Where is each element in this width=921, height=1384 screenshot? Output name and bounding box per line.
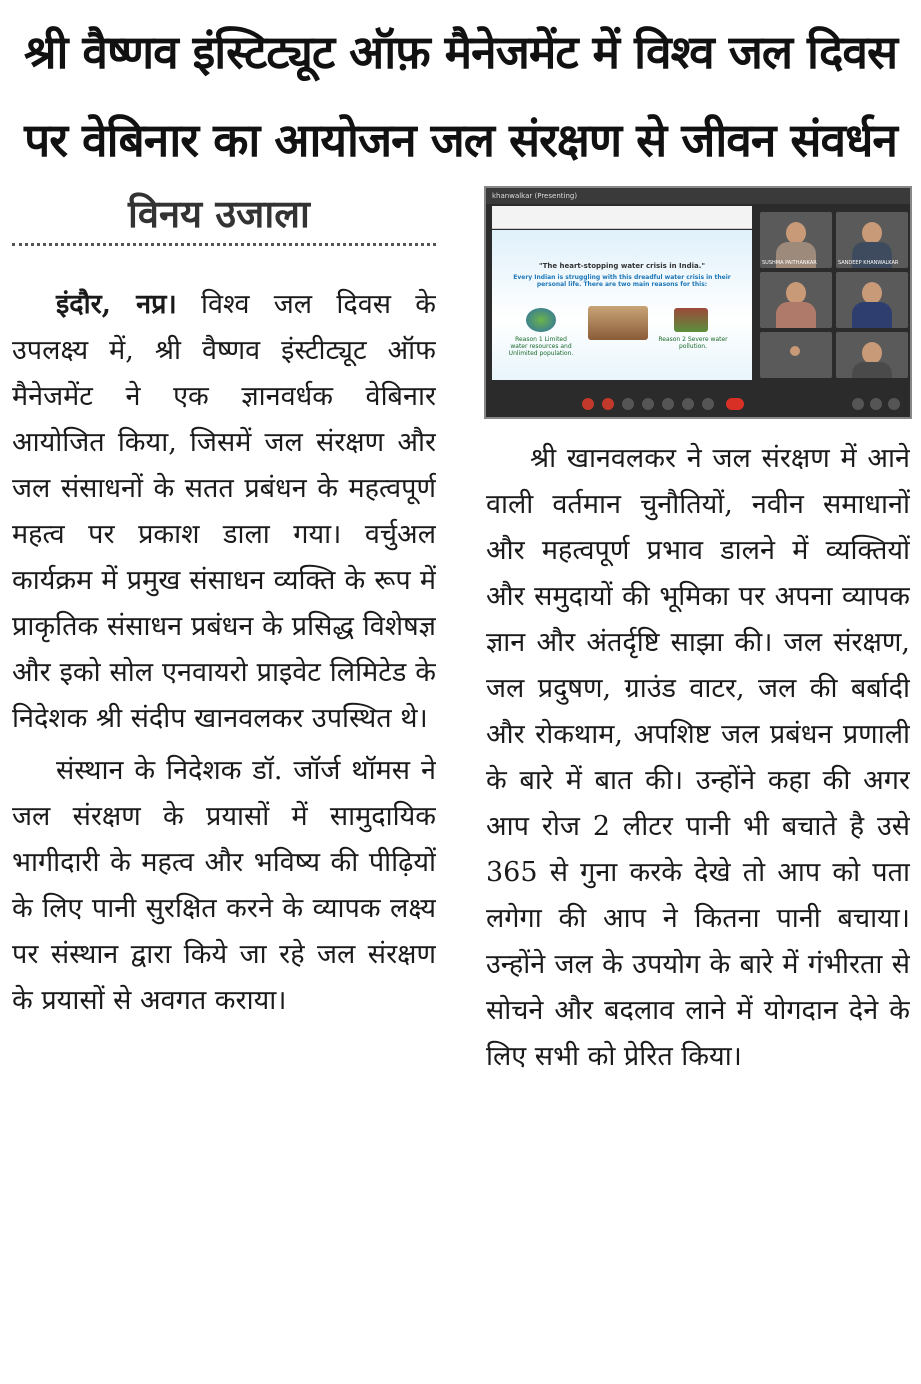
dateline: इंदौर, नप्र। [56,289,177,320]
emoji-icon [662,398,674,410]
drought-image [588,306,648,340]
more-icon [702,398,714,410]
reason-2: Reason 2 Severe water pollution. [658,336,728,350]
camera-icon [602,398,614,410]
presenter-bar: khanwalkar (Presenting) [486,188,912,204]
raise-hand-icon [682,398,694,410]
slide-title: "The heart-stopping water crisis in India." [538,262,706,270]
end-call-icon [726,398,744,410]
left-column [12,282,436,1382]
ppt-ribbon [492,206,752,229]
paragraph-3: श्री खानवलकर ने जल संरक्षण में आने वाली वर्तमान चुनौतियों, नवीन समाधानों और महत्वपूर्ण प्रभाव डालने में व्यक्तियों और समुदायों की भूमिका पर अपना व्यापक ज्ञान और अंतर्दृष्टि साझा की। जल संरक्षण, जल प्रदुषण, ग्राउंड वाटर, जल की बर्बादी और रोकथाम, अपशिष्ट जल प्रबंधन प्रणाली के बारे में बात की। उन्होंने कहा की अगर आप रोज 2 लीटर पानी भी बचाते है उसे 365 से गुना करके देखे तो आप को पता लगेगा की आप ने कितना पानी बचाया। उन्होंने जल के उपयोग के बारे में गंभीरता से सोचने और बदलाव लाने में योगदान देने के लिए सभी को प्रेरित किया। [486,443,910,1072]
webinar-screenshot [484,186,912,419]
participant-tile [836,332,908,378]
participant-tile [836,272,908,328]
earth-image [526,308,556,332]
presentation-slide [492,230,752,380]
captions-icon [622,398,634,410]
chat-icon [888,398,900,410]
participant-tile [836,212,908,268]
byline-divider [12,243,436,246]
participant-tile [760,212,832,268]
reason-1: Reason 1 Limited water resources and Unlimited population. [508,336,574,357]
pollution-image [674,308,708,332]
meeting-controls [486,391,910,417]
participant-name: SUSHMA PAITHANKAR [762,260,817,266]
paragraph-1-text: विश्व जल दिवस के उपलक्ष्य में, श्री वैष्णव इंस्टीट्यूट ऑफ मैनेजमेंट ने एक ज्ञानवर्धक वेबिनार आयोजित किया, जिसमें जल संरक्षण और जल संसाधनों के सतत प्रबंधन के महत्वपूर्ण महत्व पर प्रकाश डाला गया। वर्चुअल कार्यक्रम में प्रमुख संसाधन व्यक्ति के रूप में प्राकृतिक संसाधन प्रबंधन के प्रसिद्ध विशेषज्ञ और इको सोल एनवायरो प्राइवेट लिमिटेड के निदेशक श्री संदीप खानवलकर उपस्थित थे। [12,289,436,734]
present-icon [642,398,654,410]
people-icon [870,398,882,410]
slide-subtitle: Every Indian is struggling with this dreadful water crisis in their personal life. There are two main reasons for this: [513,274,731,288]
info-icon [852,398,864,410]
paragraph-2: संस्थान के निदेशक डॉ. जॉर्ज थॉमस ने जल संरक्षण के प्रयासों में सामुदायिक भागीदारी के महत्व और भविष्य की पीढ़ियों के लिए पानी सुरक्षित करने के व्यापक लक्ष्य पर संस्थान द्वारा किये जा रहे जल संरक्षण के प्रयासों से अवगत कराया। [12,755,436,1016]
right-column [486,436,910,1382]
paragraph-1 [12,282,436,742]
participant-tile [760,272,832,328]
mic-icon [582,398,594,410]
participant-tile [760,332,832,378]
participant-name: SANDEEP KHANWALKAR [838,260,899,266]
headline-line-2: पर वेबिनार का आयोजन जल संरक्षण से जीवन संवर्धन [24,113,897,167]
headline-line-1: श्री वैष्णव इंस्टिट्यूट ऑफ़ मैनेजमेंट में विश्व जल दिवस [23,25,898,79]
byline: विनय उजाला [128,192,310,236]
